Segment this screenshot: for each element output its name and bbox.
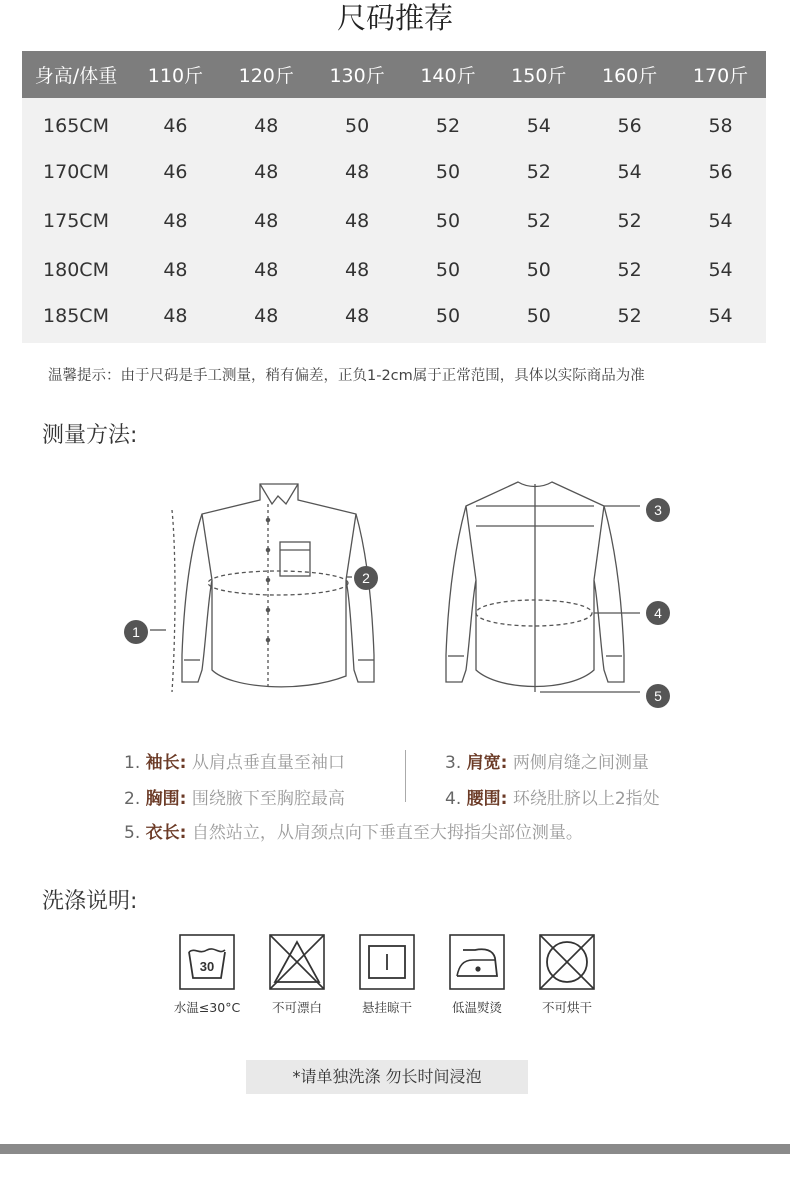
svg-text:4: 4 — [654, 605, 662, 621]
wash-section-title: 洗涤说明: — [42, 889, 138, 914]
size-cell: 48 — [254, 114, 279, 137]
size-cell: 50 — [435, 160, 461, 183]
svg-text:2: 2 — [362, 570, 370, 586]
size-cell: 50 — [435, 258, 461, 281]
size-cell: 54 — [708, 209, 733, 232]
weight-header: 150斤 — [511, 65, 567, 87]
weight-header: 170斤 — [692, 65, 749, 87]
legend-divider — [405, 750, 406, 802]
shirt-back-illustration — [150, 482, 640, 692]
size-cell: 54 — [526, 114, 551, 137]
size-cell: 48 — [345, 160, 370, 183]
size-cell: 50 — [526, 258, 551, 281]
size-cell: 54 — [708, 258, 733, 281]
care-item-low-iron — [432, 934, 522, 1024]
care-label: 不可烘干 — [541, 1000, 592, 1015]
height-cell: 180CM — [43, 258, 109, 281]
care-label: 悬挂晾干 — [361, 1000, 412, 1015]
size-cell: 50 — [526, 304, 551, 327]
hang-dry-icon — [359, 934, 415, 990]
size-cell: 46 — [163, 114, 188, 137]
size-cell: 48 — [345, 258, 370, 281]
svg-text:1: 1 — [132, 624, 140, 640]
table-row — [22, 98, 766, 147]
table-row — [22, 294, 766, 343]
care-label: 水温≤30°C — [173, 1000, 241, 1015]
marker-1 — [124, 620, 148, 644]
legend-waist: 4. 腰围: 环绕肚脐以上2指处 — [445, 789, 660, 809]
marker-3 — [646, 498, 670, 522]
measure-section-title: 测量方法: — [42, 423, 138, 448]
shirt-front-illustration — [172, 484, 374, 692]
table-row — [22, 147, 766, 196]
weight-header: 130斤 — [329, 65, 385, 87]
size-cell: 54 — [708, 304, 733, 327]
size-cell: 48 — [254, 209, 279, 232]
height-cell: 185CM — [43, 304, 109, 327]
size-cell: 48 — [163, 209, 188, 232]
table-header-row — [22, 51, 766, 98]
bottom-divider-bar — [0, 1144, 790, 1154]
svg-text:3: 3 — [654, 502, 662, 518]
weight-header: 110斤 — [147, 65, 204, 87]
care-item-wash-30 — [162, 934, 252, 1024]
size-cell: 58 — [708, 114, 733, 137]
table-row — [22, 245, 766, 294]
marker-5 — [646, 684, 670, 708]
height-cell: 170CM — [43, 160, 109, 183]
size-cell: 48 — [345, 304, 370, 327]
size-cell: 48 — [163, 258, 188, 281]
size-cell: 52 — [617, 304, 642, 327]
table-corner-header: 身高/体重 — [34, 65, 118, 87]
size-cell: 46 — [163, 160, 188, 183]
size-cell: 56 — [708, 160, 733, 183]
care-label: 低温熨烫 — [451, 1000, 502, 1015]
page-title: 尺码推荐 — [336, 1, 453, 35]
size-cell: 52 — [526, 209, 551, 232]
height-cell: 175CM — [43, 209, 109, 232]
care-item-no-tumble-dry — [522, 934, 612, 1024]
weight-header: 140斤 — [420, 65, 476, 87]
no-tumble-dry-icon — [539, 934, 595, 990]
care-note: *请单独洗涤 勿长时间浸泡 — [246, 1060, 528, 1094]
care-item-no-bleach — [252, 934, 342, 1024]
size-tip: 温馨提示：由于尺码是手工测量，稍有偏差，正负1-2cm属于正常范围，具体以实际商品为准 — [48, 368, 645, 384]
size-table — [22, 51, 766, 343]
care-icons — [162, 934, 612, 1024]
size-cell: 48 — [345, 209, 370, 232]
size-cell: 52 — [617, 209, 642, 232]
wash-30-icon — [179, 934, 235, 990]
marker-4 — [646, 601, 670, 625]
size-cell: 50 — [435, 304, 461, 327]
size-cell: 54 — [617, 160, 642, 183]
size-cell: 48 — [254, 258, 279, 281]
svg-text:5: 5 — [654, 688, 662, 704]
care-item-hang-dry — [342, 934, 432, 1024]
legend-shoulder-width: 3. 肩宽: 两侧肩缝之间测量 — [445, 753, 649, 773]
size-cell: 48 — [163, 304, 188, 327]
care-label: 不可漂白 — [271, 1000, 322, 1015]
height-cell: 165CM — [43, 114, 109, 137]
size-cell: 50 — [435, 209, 461, 232]
size-cell: 48 — [254, 160, 279, 183]
table-row — [22, 196, 766, 245]
svg-text:30: 30 — [199, 959, 215, 974]
weight-header: 120斤 — [238, 65, 294, 87]
size-cell: 50 — [345, 114, 370, 137]
legend-chest: 2. 胸围: 围绕腋下至胸腔最高 — [124, 789, 345, 809]
size-cell: 52 — [526, 160, 551, 183]
shirt-measurement-diagram — [110, 470, 690, 710]
size-cell: 52 — [435, 114, 461, 137]
size-cell: 56 — [617, 114, 642, 137]
legend-body-length: 5. 衣长: 自然站立，从肩颈点向下垂直至大拇指尖部位测量。 — [124, 823, 583, 843]
size-cell: 48 — [254, 304, 279, 327]
marker-2 — [354, 566, 378, 590]
no-bleach-icon — [269, 934, 325, 990]
weight-header: 160斤 — [602, 65, 658, 87]
size-cell: 52 — [617, 258, 642, 281]
low-iron-icon — [449, 934, 505, 990]
legend-sleeve-length: 1. 袖长: 从肩点垂直量至袖口 — [124, 753, 345, 773]
